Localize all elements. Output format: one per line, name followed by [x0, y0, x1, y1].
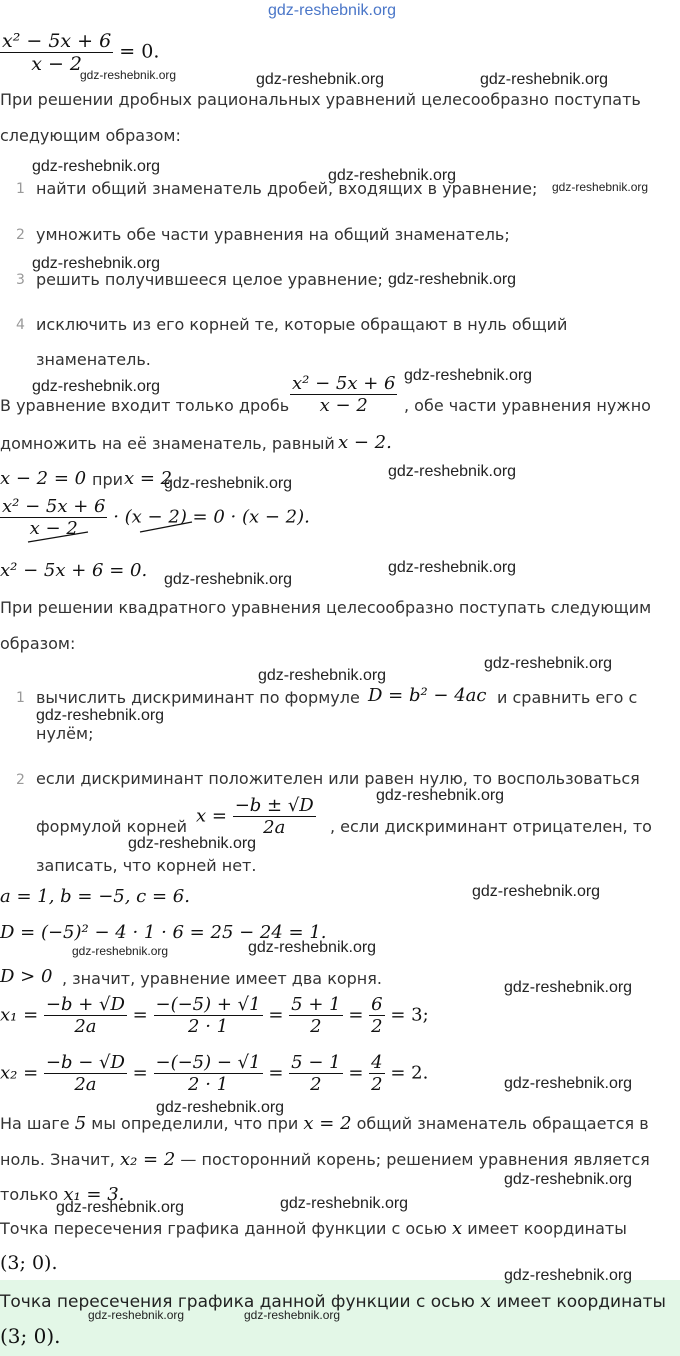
step-number: 4 [16, 317, 25, 333]
watermark: gdz-reshebnik.org [164, 475, 293, 492]
watermark-top[interactable]: gdz-reshebnik.org [268, 2, 397, 19]
fraction-numerator: −b + √D [45, 994, 125, 1015]
strike-line [28, 532, 88, 542]
answer-text-a: Точка пересечения графика данной функции с осью [0, 1292, 475, 1312]
fraction-numerator: −b − √D [45, 1052, 125, 1073]
watermark: gdz-reshebnik.org [72, 944, 169, 958]
step-number: 2 [16, 227, 25, 243]
watermark: gdz-reshebnik.org [484, 655, 613, 672]
fraction-numerator: 4 [371, 1052, 383, 1073]
step-text-cont: , если дискриминант отрицателен, то [330, 817, 652, 836]
fraction-denominator: x − 2 [0, 517, 107, 539]
fraction-numerator: x² − 5x + 6 [2, 496, 106, 517]
fraction-numerator: x² − 5x + 6 [292, 373, 396, 394]
fraction-numerator: 5 − 1 [291, 1052, 341, 1073]
strike-line [140, 522, 192, 532]
watermark: gdz-reshebnik.org [504, 1267, 633, 1284]
x1-lhs: x₁ = [0, 1004, 39, 1026]
fraction-denominator: x − 2 [0, 52, 113, 75]
d-positive-text: , значит, уравнение имеет два корня. [62, 969, 382, 988]
step-text: вычислить дискриминант по формуле [36, 688, 360, 707]
coordinates: (3; 0). [0, 1252, 58, 1274]
fraction-denominator: 2 · 1 [154, 1073, 263, 1095]
watermark: gdz-reshebnik.org [404, 367, 533, 384]
fraction-denominator: 2a [44, 1015, 127, 1037]
watermark: gdz-reshebnik.org [32, 255, 161, 272]
watermark: gdz-reshebnik.org [504, 979, 633, 996]
equals-sign: = [268, 1004, 284, 1026]
step-text-cont: знаменатель. [36, 350, 151, 369]
equals-sign: = [348, 1062, 364, 1084]
paragraph-quadratic: При решении квадратного уравнения целесообразно поступать следующим [0, 598, 652, 617]
axis-x: x [480, 1290, 491, 1312]
watermark: gdz-reshebnik.org [328, 167, 457, 184]
step-number: 3 [16, 272, 25, 288]
watermark: gdz-reshebnik.org [280, 1195, 409, 1212]
paragraph-extraneous [0, 1149, 650, 1170]
equals-sign: = [132, 1004, 148, 1026]
paragraph-fraction-cont: , обе части уравнения нужно [404, 396, 651, 415]
x2-lhs: x₂ = [0, 1062, 39, 1084]
x1-calc [0, 994, 429, 1037]
fraction-numerator: −(−5) − √1 [155, 1052, 261, 1073]
answer-text-b: имеет координаты [496, 1292, 666, 1312]
watermark: gdz-reshebnik.org [248, 939, 377, 956]
watermark: gdz-reshebnik.org [128, 835, 257, 852]
x1-equals-3: x₁ = 3. [63, 1184, 125, 1205]
denominator-value: x − 2. [338, 432, 392, 453]
fraction-numerator: −(−5) + √1 [155, 994, 261, 1015]
step-text: найти общий знаменатель дробей, входящих в уравнение; [36, 179, 538, 198]
paragraph-intersection-b: имеет координаты [467, 1219, 627, 1238]
watermark: gdz-reshebnik.org [376, 787, 505, 804]
paragraph-extraneous-b: — посторонний корень; решением уравнения является [180, 1150, 650, 1169]
fraction-denominator: 2 [289, 1073, 342, 1095]
x-equals-2: x = 2 [124, 468, 173, 489]
step-text-cont: записать, что корней нет. [36, 856, 257, 875]
watermark: gdz-reshebnik.org [80, 68, 177, 82]
strike-marks [0, 516, 200, 546]
watermark: gdz-reshebnik.org [36, 707, 165, 724]
paragraph-intersection-a: Точка пересечения графика данной функции с осью [0, 1219, 447, 1238]
watermark: gdz-reshebnik.org [388, 559, 517, 576]
watermark: gdz-reshebnik.org [32, 378, 161, 395]
fraction-denominator: 2a [44, 1073, 127, 1095]
fraction-denominator: 2 · 1 [154, 1015, 263, 1037]
watermark: gdz-reshebnik.org [472, 883, 601, 900]
equals-sign: = [268, 1062, 284, 1084]
fraction-inline [290, 373, 397, 416]
watermark: gdz-reshebnik.org [56, 1199, 185, 1216]
answer-coordinates: (3; 0). [0, 1324, 61, 1348]
equals-sign: = [348, 1004, 364, 1026]
fraction-denominator: 2a [233, 816, 316, 838]
step-number: 2 [16, 772, 25, 788]
step-text: решить получившееся целое уравнение; [36, 270, 383, 289]
x-equals-2: x = 2 [303, 1113, 352, 1134]
paragraph-step5-a: На шаге [0, 1114, 70, 1133]
step-text: умножить обе части уравнения на общий знаменатель; [36, 225, 510, 244]
fraction-numerator: 5 + 1 [291, 994, 341, 1015]
fraction-numerator: −b ± √D [234, 795, 314, 816]
step-text-cont: формулой корней [36, 817, 187, 836]
coefficients: a = 1, b = −5, c = 6. [0, 886, 190, 907]
watermark: gdz-reshebnik.org [88, 1308, 185, 1322]
watermark: gdz-reshebnik.org [388, 463, 517, 480]
root-formula [196, 795, 316, 838]
paragraph-quadratic-cont: образом: [0, 634, 76, 653]
step-number: 1 [16, 690, 25, 706]
watermark: gdz-reshebnik.org [388, 271, 517, 288]
watermark: gdz-reshebnik.org [258, 667, 387, 684]
paragraph-intersection [0, 1218, 627, 1239]
paragraph-only-a: только [0, 1185, 59, 1204]
fraction-numerator: x² − 5x + 6 [2, 30, 112, 52]
step-text: исключить из его корней те, которые обращают в нуль общий [36, 315, 568, 334]
watermark: gdz-reshebnik.org [164, 571, 293, 588]
watermark: gdz-reshebnik.org [32, 158, 161, 175]
paragraph-intro: При решении дробных рациональных уравнений целесообразно поступать [0, 90, 641, 109]
watermark: gdz-reshebnik.org [504, 1075, 633, 1092]
equals-sign: = [132, 1062, 148, 1084]
paragraph-intro-cont: следующим образом: [0, 126, 181, 145]
paragraph-multiply: домножить на её знаменатель, равный [0, 434, 335, 453]
denominator-zero: x − 2 = 0 [0, 468, 87, 489]
watermark: gdz-reshebnik.org [256, 71, 385, 88]
step-number: 1 [16, 181, 25, 197]
d-positive: D > 0 [0, 966, 53, 987]
fraction-denominator: 2 [289, 1015, 342, 1037]
fraction-denominator: x − 2 [290, 394, 397, 416]
word-pri: при [92, 470, 124, 489]
watermark: gdz-reshebnik.org [480, 71, 609, 88]
x2-result: = 2. [390, 1062, 429, 1084]
watermark: gdz-reshebnik.org [156, 1099, 285, 1116]
step-text-cont: и сравнить его с [497, 688, 638, 707]
x2-equals-2: x₂ = 2 [119, 1149, 176, 1170]
watermark: gdz-reshebnik.org [552, 180, 649, 194]
watermark: gdz-reshebnik.org [504, 1171, 633, 1188]
fraction-numerator: 6 [371, 994, 383, 1015]
fraction-denominator: 2 [371, 1074, 383, 1095]
root-formula-lhs: x = [196, 805, 227, 827]
paragraph-fraction: В уравнение входит только дробь [0, 396, 290, 415]
paragraph-extraneous-a: ноль. Значит, [0, 1150, 115, 1169]
discriminant-calc: D = (−5)² − 4 · 1 · 6 = 25 − 24 = 1. [0, 922, 327, 943]
paragraph-step5-b: мы определили, что при [91, 1114, 299, 1133]
x2-calc [0, 1052, 428, 1095]
equals-zero: = 0. [119, 40, 160, 63]
x1-result: = 3; [390, 1004, 429, 1026]
fraction-denominator: 2 [371, 1016, 383, 1037]
paragraph-step5 [0, 1113, 649, 1134]
axis-x: x [451, 1218, 463, 1239]
watermark: gdz-reshebnik.org [244, 1308, 341, 1322]
step-text: если дискриминант положителен или равен нулю, то воспользоваться [36, 769, 640, 788]
paragraph-step5-c: общий знаменатель обращается в [356, 1114, 649, 1133]
multiplication-rhs: · (x − 2) = 0 · (x − 2). [113, 506, 310, 528]
discriminant-formula: D = b² − 4ac [368, 685, 487, 706]
step-five: 5 [74, 1113, 87, 1134]
quadratic-equation: x² − 5x + 6 = 0. [0, 560, 148, 581]
step-text-cont: нулём; [36, 724, 94, 743]
